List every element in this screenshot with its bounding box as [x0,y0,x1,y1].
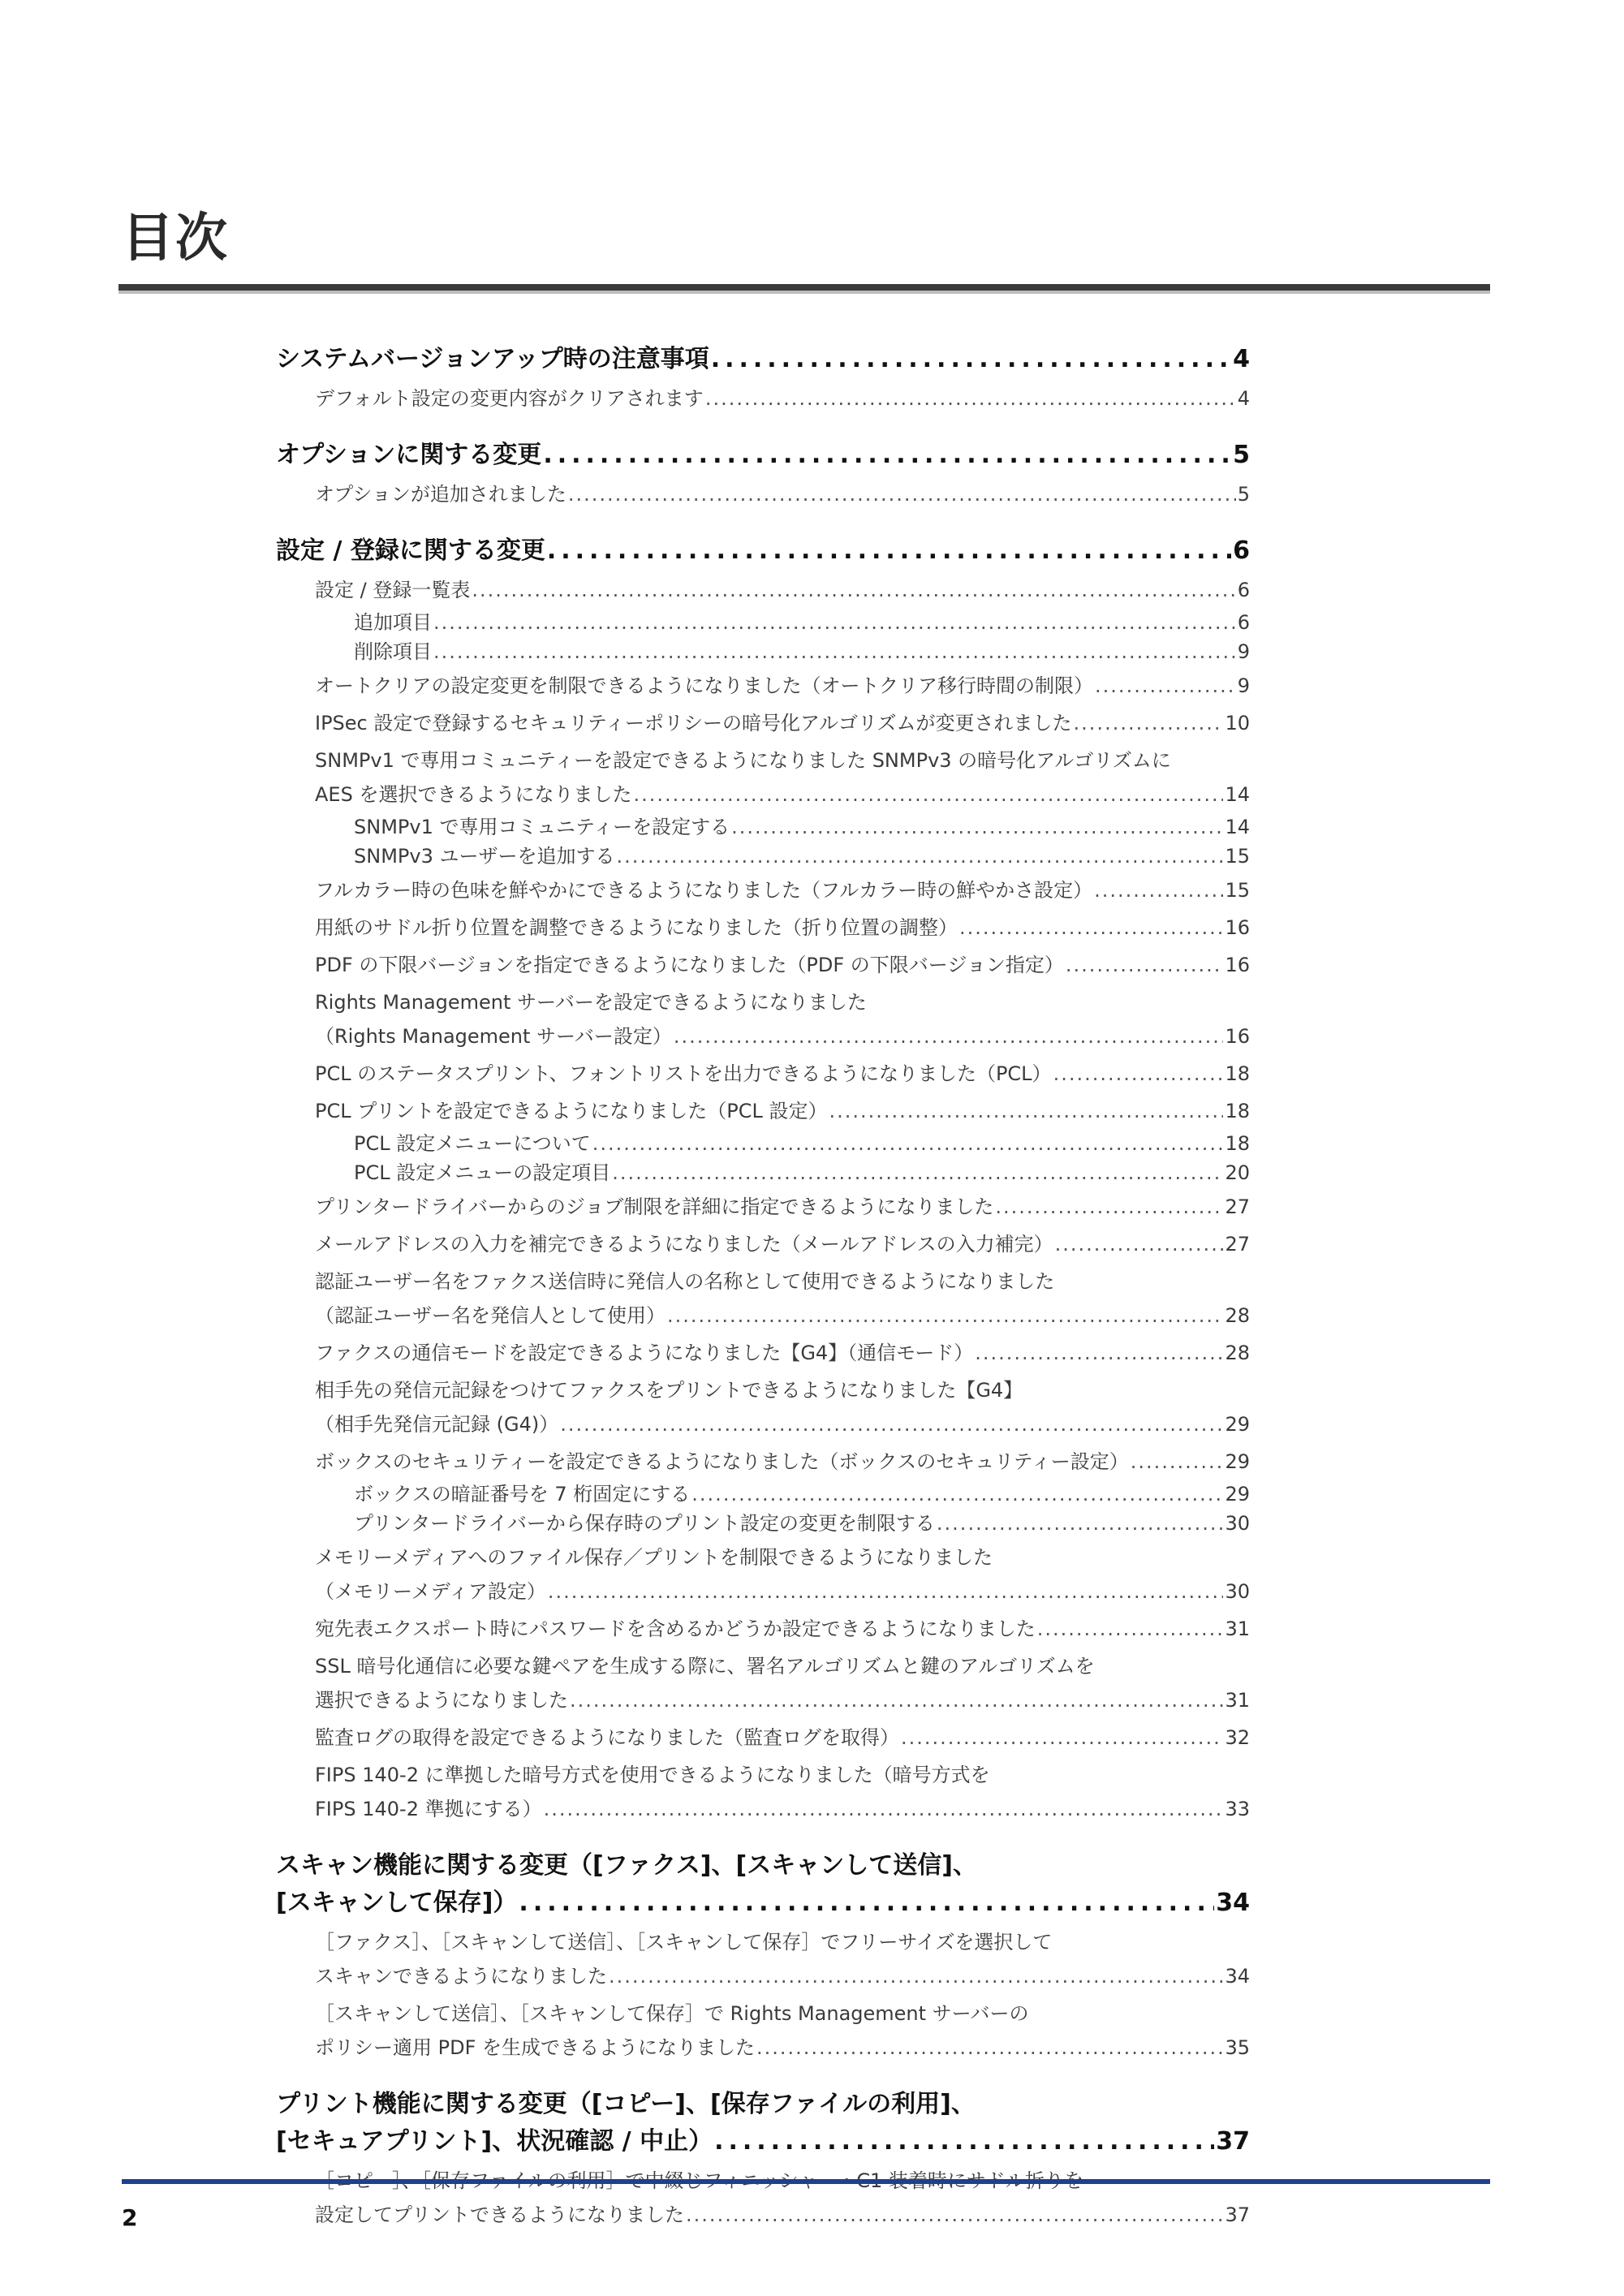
toc-page-number: 18 [1225,1062,1250,1085]
toc-page-number: 9 [1237,640,1250,663]
toc-section-entry[interactable] [276,341,1250,378]
toc-entry-line: FIPS 140-2 に準拠した暗号方式を使用できるようになりました（暗号方式を [315,1764,990,1786]
title-divider [118,284,1490,294]
toc-page-number: 30 [1225,1580,1250,1603]
toc-subsection-entry[interactable] [276,1373,1250,1441]
toc-entry-line: Rights Management サーバーを設定できるようになりました [315,991,867,1014]
toc-subsection-entry[interactable] [276,706,1250,740]
toc-entry-row [315,2198,1250,2232]
toc-page-number: 16 [1225,954,1250,976]
toc-entry-title: 設定 / 登録に関する変更 [276,536,545,565]
toc-entry-row [315,1721,1250,1755]
toc-dot-leader [570,1683,1223,1717]
toc-entry-row [315,477,1250,511]
toc-entry-title: PCL 設定メニューについて [354,1132,591,1155]
toc-page-number: 5 [1237,483,1250,506]
toc-entry-title: オプションが追加されました [315,483,566,506]
toc-entry-title: SNMPv1 で専用コミュニティーを設定する [354,816,730,838]
toc-entry-title: メールアドレスの入力を補完できるようになりました（メールアドレスの入力補完） [315,1233,1053,1256]
toc-entry-row [315,873,1250,907]
toc-page-number: 20 [1225,1161,1250,1184]
toc-page-number: 4 [1233,345,1250,373]
toc-entry-title: プリンタードライバーから保存時のプリント設定の変更を制限する [354,1512,935,1535]
toc-entry-row [315,1959,1250,1993]
toc-dot-leader [829,1094,1224,1128]
toc-item-entry[interactable] [276,1130,1250,1157]
toc-page-number: 28 [1225,1342,1250,1364]
toc-dot-leader [1053,1057,1224,1091]
toc-entry-title: PDF の下限バージョンを指定できるようになりました（PDF の下限バージョン指定） [315,954,1064,976]
toc-entry-row [315,1407,1250,1441]
toc-entry-title: PCL のステータスプリント、フォントリストを出力できるようになりました（PCL） [315,1062,1052,1085]
toc-section-entry[interactable] [276,2086,1250,2160]
toc-entry-row [276,1885,1250,1922]
toc-page-number: 37 [1216,2127,1250,2156]
toc-entry-title: 設定してプリントできるようになりました [315,2203,685,2226]
toc-dot-leader [547,532,1231,570]
toc-page-number: 31 [1225,1689,1250,1712]
toc-entry-title: （認証ユーザー名を発信人として使用） [315,1304,666,1327]
toc-dot-leader [937,1510,1224,1537]
toc-dot-leader [609,1959,1223,1993]
toc-dot-leader [667,1299,1223,1333]
toc-entry-row [315,1445,1250,1479]
toc-page-number: 37 [1225,2203,1250,2226]
toc-entry-row [315,573,1250,607]
toc-entry-title: IPSec 設定で登録するセキュリティーポリシーの暗号化アルゴリズムが変更されました [315,712,1072,734]
toc-entry-title: （相手先発信元記録 (G4)） [315,1413,559,1436]
toc-item-entry[interactable] [276,638,1250,666]
toc-dot-leader [519,1885,1214,1922]
toc-entry-title: PCL 設定メニューの設定項目 [354,1161,611,1184]
toc-page-number: 15 [1225,845,1250,868]
toc-entry-row [315,1683,1250,1717]
toc-entry-row [315,2031,1250,2065]
toc-entry-title: フルカラー時の色味を鮮やかにできるようになりました（フルカラー時の鮮やかさ設定） [315,879,1093,902]
toc-page-number: 4 [1237,387,1250,410]
toc-entry-line: SSL 暗号化通信に必要な鍵ペアを生成する際に、署名アルゴリズムと鍵のアルゴリズムを [315,1655,1095,1678]
toc-item-entry[interactable] [276,1480,1250,1508]
toc-entry-title: 削除項目 [354,640,432,663]
toc-dot-leader [686,2198,1223,2232]
toc-dot-leader [1131,1445,1224,1479]
toc-section-entry[interactable] [276,1847,1250,1922]
toc-page-number: 5 [1233,441,1250,469]
toc-page-number: 34 [1216,1889,1250,1917]
toc-dot-leader [1074,706,1224,740]
toc-subsection-entry[interactable] [276,1721,1250,1755]
toc-entry-row [315,706,1250,740]
toc-subsection-entry[interactable] [276,573,1250,607]
toc-subsection-entry[interactable] [276,669,1250,703]
toc-page-number: 30 [1225,1512,1250,1535]
toc-entry-title: [スキャンして保存]） [276,1889,518,1917]
toc-subsection-entry[interactable] [276,1445,1250,1479]
toc-dot-leader [901,1721,1223,1755]
toc-entry-row [354,813,1250,841]
toc-entry-title: オートクリアの設定変更を制限できるようになりました（オートクリア移行時間の制限） [315,674,1094,697]
toc-entry-row [276,341,1250,378]
page-number: 2 [122,2204,138,2231]
toc-dot-leader [472,573,1235,607]
toc-entry-row [315,669,1250,703]
toc-entry-line: ［ファクス］、［スキャンして送信］、［スキャンして保存］でフリーサイズを選択して [315,1931,1053,1954]
toc-subsection-entry[interactable] [276,1758,1250,1826]
toc-entry-row [276,2123,1250,2160]
toc-page-number: 14 [1225,783,1250,806]
toc-entry-row [315,1612,1250,1646]
toc-page-number: 15 [1225,879,1250,902]
toc-entry-row [354,1130,1250,1157]
toc-page-number: 16 [1225,1025,1250,1048]
toc-entry-line: プリント機能に関する変更（[コピー]、[保存ファイルの利用]、 [276,2090,976,2118]
toc-subsection-entry[interactable] [276,1094,1250,1128]
toc-entry-line: ［スキャンして送信］、［スキャンして保存］で Rights Management サーバーの [315,2002,1029,2025]
toc-dot-leader [674,1019,1224,1053]
toc-dot-leader [705,381,1236,416]
toc-subsection-entry[interactable] [276,985,1250,1053]
toc-dot-leader [433,638,1236,666]
table-of-contents [276,341,1250,2232]
toc-dot-leader [995,1190,1223,1224]
toc-subsection-entry[interactable] [276,1336,1250,1370]
toc-entry-row [315,381,1250,416]
toc-entry-title: プリンタードライバーからのジョブ制限を詳細に指定できるようになりました [315,1195,994,1218]
toc-entry-title: [セキュアプリント]、状況確認 / 中止） [276,2127,713,2156]
toc-dot-leader [592,1130,1224,1157]
toc-entry-title: ファクスの通信モードを設定できるようになりました【G4】（通信モード） [315,1342,974,1364]
page-title: 目次 [122,209,229,269]
toc-entry-line: 認証ユーザー名をファクス送信時に発信人の名称として使用できるようになりました [315,1270,1055,1293]
toc-page-number: 18 [1225,1100,1250,1122]
toc-dot-leader [543,437,1231,474]
toc-entry-title: ボックスの暗証番号を 7 桁固定にする [354,1483,691,1506]
toc-subsection-entry[interactable] [276,911,1250,945]
toc-entry-title: 選択できるようになりました [315,1689,568,1712]
toc-section-entry[interactable] [276,437,1250,474]
toc-entry-row [315,1336,1250,1370]
toc-entry-row [354,1159,1250,1187]
toc-entry-title: 設定 / 登録一覧表 [315,579,471,601]
toc-entry-line: 相手先の発信元記録をつけてファクスをプリントできるようになりました【G4】 [315,1379,1023,1402]
toc-dot-leader [616,842,1223,870]
toc-page-number: 18 [1225,1132,1250,1155]
toc-entry-row [315,1057,1250,1091]
toc-page-number: 32 [1225,1726,1250,1749]
toc-subsection-entry[interactable] [276,1057,1250,1091]
toc-dot-leader [1066,948,1224,982]
toc-entry-title: （メモリーメディア設定） [315,1580,546,1603]
toc-entry-title: 用紙のサドル折り位置を調整できるようになりました（折り位置の調整） [315,916,958,939]
toc-page-number: 6 [1237,611,1250,634]
toc-subsection-entry[interactable] [276,1540,1250,1609]
toc-page-number: 14 [1225,816,1250,838]
toc-subsection-entry[interactable] [276,1612,1250,1646]
toc-page-number: 16 [1225,916,1250,939]
toc-subsection-entry[interactable] [276,873,1250,907]
toc-dot-leader [1037,1612,1224,1646]
toc-page-number: 6 [1233,536,1250,565]
toc-page-number: 27 [1225,1233,1250,1256]
toc-dot-leader [560,1407,1223,1441]
toc-item-entry[interactable] [276,842,1250,870]
toc-page-number: 29 [1225,1413,1250,1436]
toc-entry-row [354,638,1250,666]
toc-entry-title: FIPS 140-2 準拠にする） [315,1798,542,1820]
toc-entry-row [315,1094,1250,1128]
toc-subsection-entry[interactable] [276,477,1250,511]
toc-entry-title: オプションに関する変更 [276,441,542,469]
toc-entry-title: SNMPv3 ユーザーを追加する [354,845,615,868]
toc-page-number: 29 [1225,1483,1250,1506]
toc-page-number: 28 [1225,1304,1250,1327]
toc-entry-title: 監査ログの取得を設定できるようになりました（監査ログを取得） [315,1726,899,1749]
toc-entry-row [354,842,1250,870]
toc-entry-line: SNMPv1 で専用コミュニティーを設定できるようになりました SNMPv3 の暗号化アルゴリズムに [315,749,1171,772]
toc-entry-title: スキャンできるようになりました [315,1965,607,1988]
toc-dot-leader [1094,873,1223,907]
toc-subsection-entry[interactable] [276,1264,1250,1333]
toc-item-entry[interactable] [276,609,1250,636]
toc-subsection-entry[interactable] [276,948,1250,982]
toc-dot-leader [731,813,1223,841]
toc-dot-leader [975,1336,1223,1370]
toc-page-number: 27 [1225,1195,1250,1218]
toc-page-number: 10 [1225,712,1250,734]
toc-dot-leader [568,477,1236,511]
toc-entry-row [315,1019,1250,1053]
toc-dot-leader [612,1159,1223,1187]
toc-dot-leader [959,911,1223,945]
toc-entry-title: ポリシー適用 PDF を生成できるようになりました [315,2036,756,2059]
toc-item-entry[interactable] [276,1510,1250,1537]
toc-page-number: 6 [1237,579,1250,601]
toc-page-number: 35 [1225,2036,1250,2059]
toc-entry-row [315,1299,1250,1333]
toc-dot-leader [711,341,1231,378]
toc-subsection-entry[interactable] [276,1227,1250,1261]
toc-subsection-entry[interactable] [276,1997,1250,2065]
toc-entry-row [315,948,1250,982]
toc-section-entry[interactable] [276,532,1250,570]
toc-dot-leader [548,1574,1224,1609]
toc-page-number: 29 [1225,1450,1250,1473]
toc-dot-leader [633,778,1223,812]
toc-dot-leader [756,2031,1223,2065]
toc-dot-leader [1055,1227,1224,1261]
toc-entry-row [315,1190,1250,1224]
footer-divider [122,2179,1490,2184]
toc-entry-title: 宛先表エクスポート時にパスワードを含めるかどうか設定できるようになりました [315,1618,1036,1640]
toc-entry-row [354,609,1250,636]
toc-page-number: 31 [1225,1618,1250,1640]
toc-subsection-entry[interactable] [276,381,1250,416]
toc-dot-leader [433,609,1236,636]
toc-subsection-entry[interactable] [276,2164,1250,2232]
toc-entry-title: （Rights Management サーバー設定） [315,1025,672,1048]
toc-dot-leader [714,2123,1214,2160]
toc-entry-row [354,1480,1250,1508]
toc-entry-row [315,1574,1250,1609]
toc-item-entry[interactable] [276,1159,1250,1187]
toc-entry-row [276,437,1250,474]
toc-entry-line: スキャン機能に関する変更（[ファクス]、[スキャンして送信]、 [276,1851,977,1880]
toc-entry-row [276,532,1250,570]
toc-entry-row [315,778,1250,812]
toc-entry-title: ボックスのセキュリティーを設定できるようになりました（ボックスのセキュリティー設定） [315,1450,1129,1473]
toc-page-number: 9 [1237,674,1250,697]
toc-subsection-entry[interactable] [276,743,1250,812]
toc-entry-title: デフォルト設定の変更内容がクリアされます [315,387,704,410]
toc-entry-title: 追加項目 [354,611,432,634]
toc-dot-leader [544,1792,1224,1826]
toc-subsection-entry[interactable] [276,1190,1250,1224]
toc-subsection-entry[interactable] [276,1925,1250,1993]
toc-entry-row [315,1792,1250,1826]
toc-subsection-entry[interactable] [276,1649,1250,1717]
toc-entry-row [315,911,1250,945]
toc-entry-title: PCL プリントを設定できるようになりました（PCL 設定） [315,1100,828,1122]
toc-entry-row [354,1510,1250,1537]
toc-entry-row [315,1227,1250,1261]
toc-dot-leader [1095,669,1236,703]
toc-entry-line: メモリーメディアへのファイル保存／プリントを制限できるようになりました [315,1546,993,1569]
toc-dot-leader [691,1480,1223,1508]
toc-entry-title: AES を選択できるようになりました [315,783,632,806]
toc-item-entry[interactable] [276,813,1250,841]
toc-entry-title: システムバージョンアップ時の注意事項 [276,345,709,373]
toc-page-number: 33 [1225,1798,1250,1820]
toc-page-number: 34 [1225,1965,1250,1988]
